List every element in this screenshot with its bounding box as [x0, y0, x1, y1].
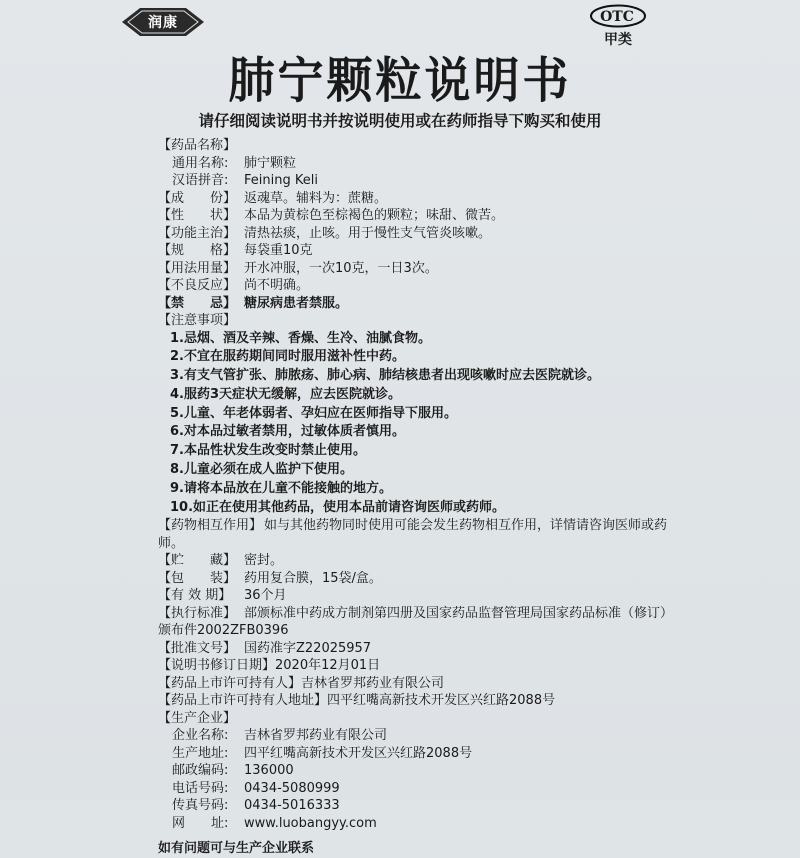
field-value: 尚不明确。	[244, 278, 310, 293]
footer-note: 如有问题可与生产企业联系	[158, 841, 315, 857]
field-value: 药用复合膜，15袋/盒。	[244, 570, 382, 586]
field-label: 汉语拼音:	[172, 173, 229, 188]
field-label: 网 址:	[172, 815, 229, 831]
field-value: 如与其他药物同时使用可能会发生药物相互作用，详情请咨询医师或药师。	[158, 518, 668, 551]
list-item: 10.如正在使用其他药品，使用本品前请咨询医师或药师。	[170, 499, 506, 515]
contraindication-row	[158, 295, 678, 313]
page-subtitle: 请仔细阅读说明书并按说明使用或在药师指导下购买和使用	[198, 112, 602, 130]
field-row	[158, 780, 678, 798]
field-label: 【功能主治】	[158, 225, 237, 241]
otc-category: 甲类	[604, 32, 632, 48]
field-row	[158, 155, 678, 173]
field-row	[158, 260, 678, 278]
field-value: 清热祛痰，止咳。用于慢性支气管炎咳嗽。	[244, 225, 492, 241]
field-value: 每袋重10克	[244, 243, 313, 258]
field-row	[158, 797, 678, 815]
field-row	[158, 640, 678, 658]
list-item: 8.儿童必须在成人监护下使用。	[170, 462, 353, 478]
field-row	[158, 277, 678, 295]
field-label: 【成 份】	[158, 190, 237, 206]
otc-label: OTC	[600, 9, 634, 25]
field-label: 【贮 藏】	[158, 553, 237, 569]
section-heading: 【生产企业】	[158, 710, 237, 726]
field-value: 吉林省罗邦药业有限公司	[301, 675, 445, 691]
field-row	[158, 225, 678, 243]
list-item: 4.服药3天症状无缓解，应去医院就诊。	[170, 386, 402, 402]
field-label: 【用法用量】	[158, 260, 237, 276]
field-label: 生产地址:	[172, 745, 229, 761]
field-label: 【禁 忌】	[158, 295, 237, 311]
field-value: 部颁标准中药成方制剂第四册及国家药品监督管理局国家药品标准（修订）颁布件2002ZFB0396	[158, 605, 674, 639]
list-item: 3.有支气管扩张、肺脓疡、肺心病、肺结核患者出现咳嗽时应去医院就诊。	[170, 368, 600, 384]
field-label: 【有 效 期】	[158, 588, 232, 604]
field-value: www.luobangyy.com	[244, 815, 377, 831]
field-label: 【执行标准】	[158, 605, 237, 621]
brand-logo	[118, 4, 208, 40]
section-heading: 【注意事项】	[158, 313, 237, 328]
field-label: 【包 装】	[158, 570, 237, 586]
list-item: 2.不宜在服药期间同时服用滋补性中药。	[170, 349, 405, 365]
field-value: 吉林省罗邦药业有限公司	[244, 728, 388, 744]
section-heading: 【药品名称】	[158, 138, 237, 153]
field-value: 36个月	[244, 588, 287, 604]
field-label: 【批准文号】	[158, 640, 237, 656]
field-value: 2020年12月01日	[275, 658, 381, 674]
field-row	[158, 207, 678, 225]
precautions-list	[158, 330, 678, 518]
field-row	[158, 762, 678, 780]
field-row	[158, 190, 678, 208]
field-row	[158, 172, 678, 190]
field-row	[158, 727, 678, 745]
field-value: 四平红嘴高新技术开发区兴红路2088号	[244, 745, 473, 761]
field-row	[158, 692, 678, 710]
field-row	[158, 517, 678, 552]
field-value: 0434-5080999	[244, 780, 340, 796]
field-label: 【规 格】	[158, 243, 237, 258]
field-value: 四平红嘴高新技术开发区兴红路2088号	[327, 693, 556, 709]
field-row	[158, 552, 678, 570]
field-value: 返魂草。辅料为：蔗糖。	[244, 190, 388, 206]
field-label: 邮政编码:	[172, 763, 229, 779]
field-label: 【药品上市许可持有人地址】	[158, 693, 328, 709]
field-label: 【不良反应】	[158, 278, 237, 293]
list-item: 1.忌烟、酒及辛辣、香燥、生冷、油腻食物。	[170, 330, 431, 346]
page-title: 肺宁颗粒说明书	[228, 51, 572, 109]
field-label: 企业名称:	[172, 728, 229, 744]
field-value: 136000	[244, 763, 294, 779]
field-row	[158, 587, 678, 605]
field-value: 0434-5016333	[244, 798, 340, 814]
field-row	[158, 605, 678, 640]
list-item: 7.本品性状发生改变时禁止使用。	[170, 443, 366, 459]
field-row	[158, 570, 678, 588]
field-label: 传真号码:	[172, 798, 229, 814]
field-value: 肺宁颗粒	[244, 155, 297, 171]
otc-badge	[589, 4, 661, 48]
field-label: 【性 状】	[158, 208, 237, 223]
brand-name: 润康	[148, 15, 178, 31]
field-label: 电话号码:	[172, 780, 229, 796]
field-row	[158, 675, 678, 693]
field-row	[158, 657, 678, 675]
field-value: 糖尿病患者禁服。	[244, 295, 349, 311]
list-item: 6.对本品过敏者禁用，过敏体质者慎用。	[170, 424, 405, 440]
field-row	[158, 242, 678, 260]
field-value: Feining Keli	[244, 173, 318, 188]
field-label: 【药物相互作用】	[158, 518, 263, 534]
field-label: 【药品上市许可持有人】	[158, 675, 302, 691]
field-value: 国药准字Z22025957	[244, 640, 372, 656]
field-row	[158, 815, 678, 833]
list-item: 9.请将本品放在儿童不能接触的地方。	[170, 480, 392, 496]
field-value: 本品为黄棕色至棕褐色的颗粒；味甜、微苦。	[244, 208, 505, 223]
list-item: 5.儿童、年老体弱者、孕妇应在医师指导下服用。	[170, 405, 457, 421]
field-label: 通用名称:	[172, 155, 229, 171]
field-row	[158, 745, 678, 763]
field-value: 密封。	[244, 553, 284, 569]
field-value: 开水冲服，一次10克，一日3次。	[244, 260, 438, 276]
field-label: 【说明书修订日期】	[158, 658, 276, 674]
leaflet-content	[158, 137, 678, 858]
